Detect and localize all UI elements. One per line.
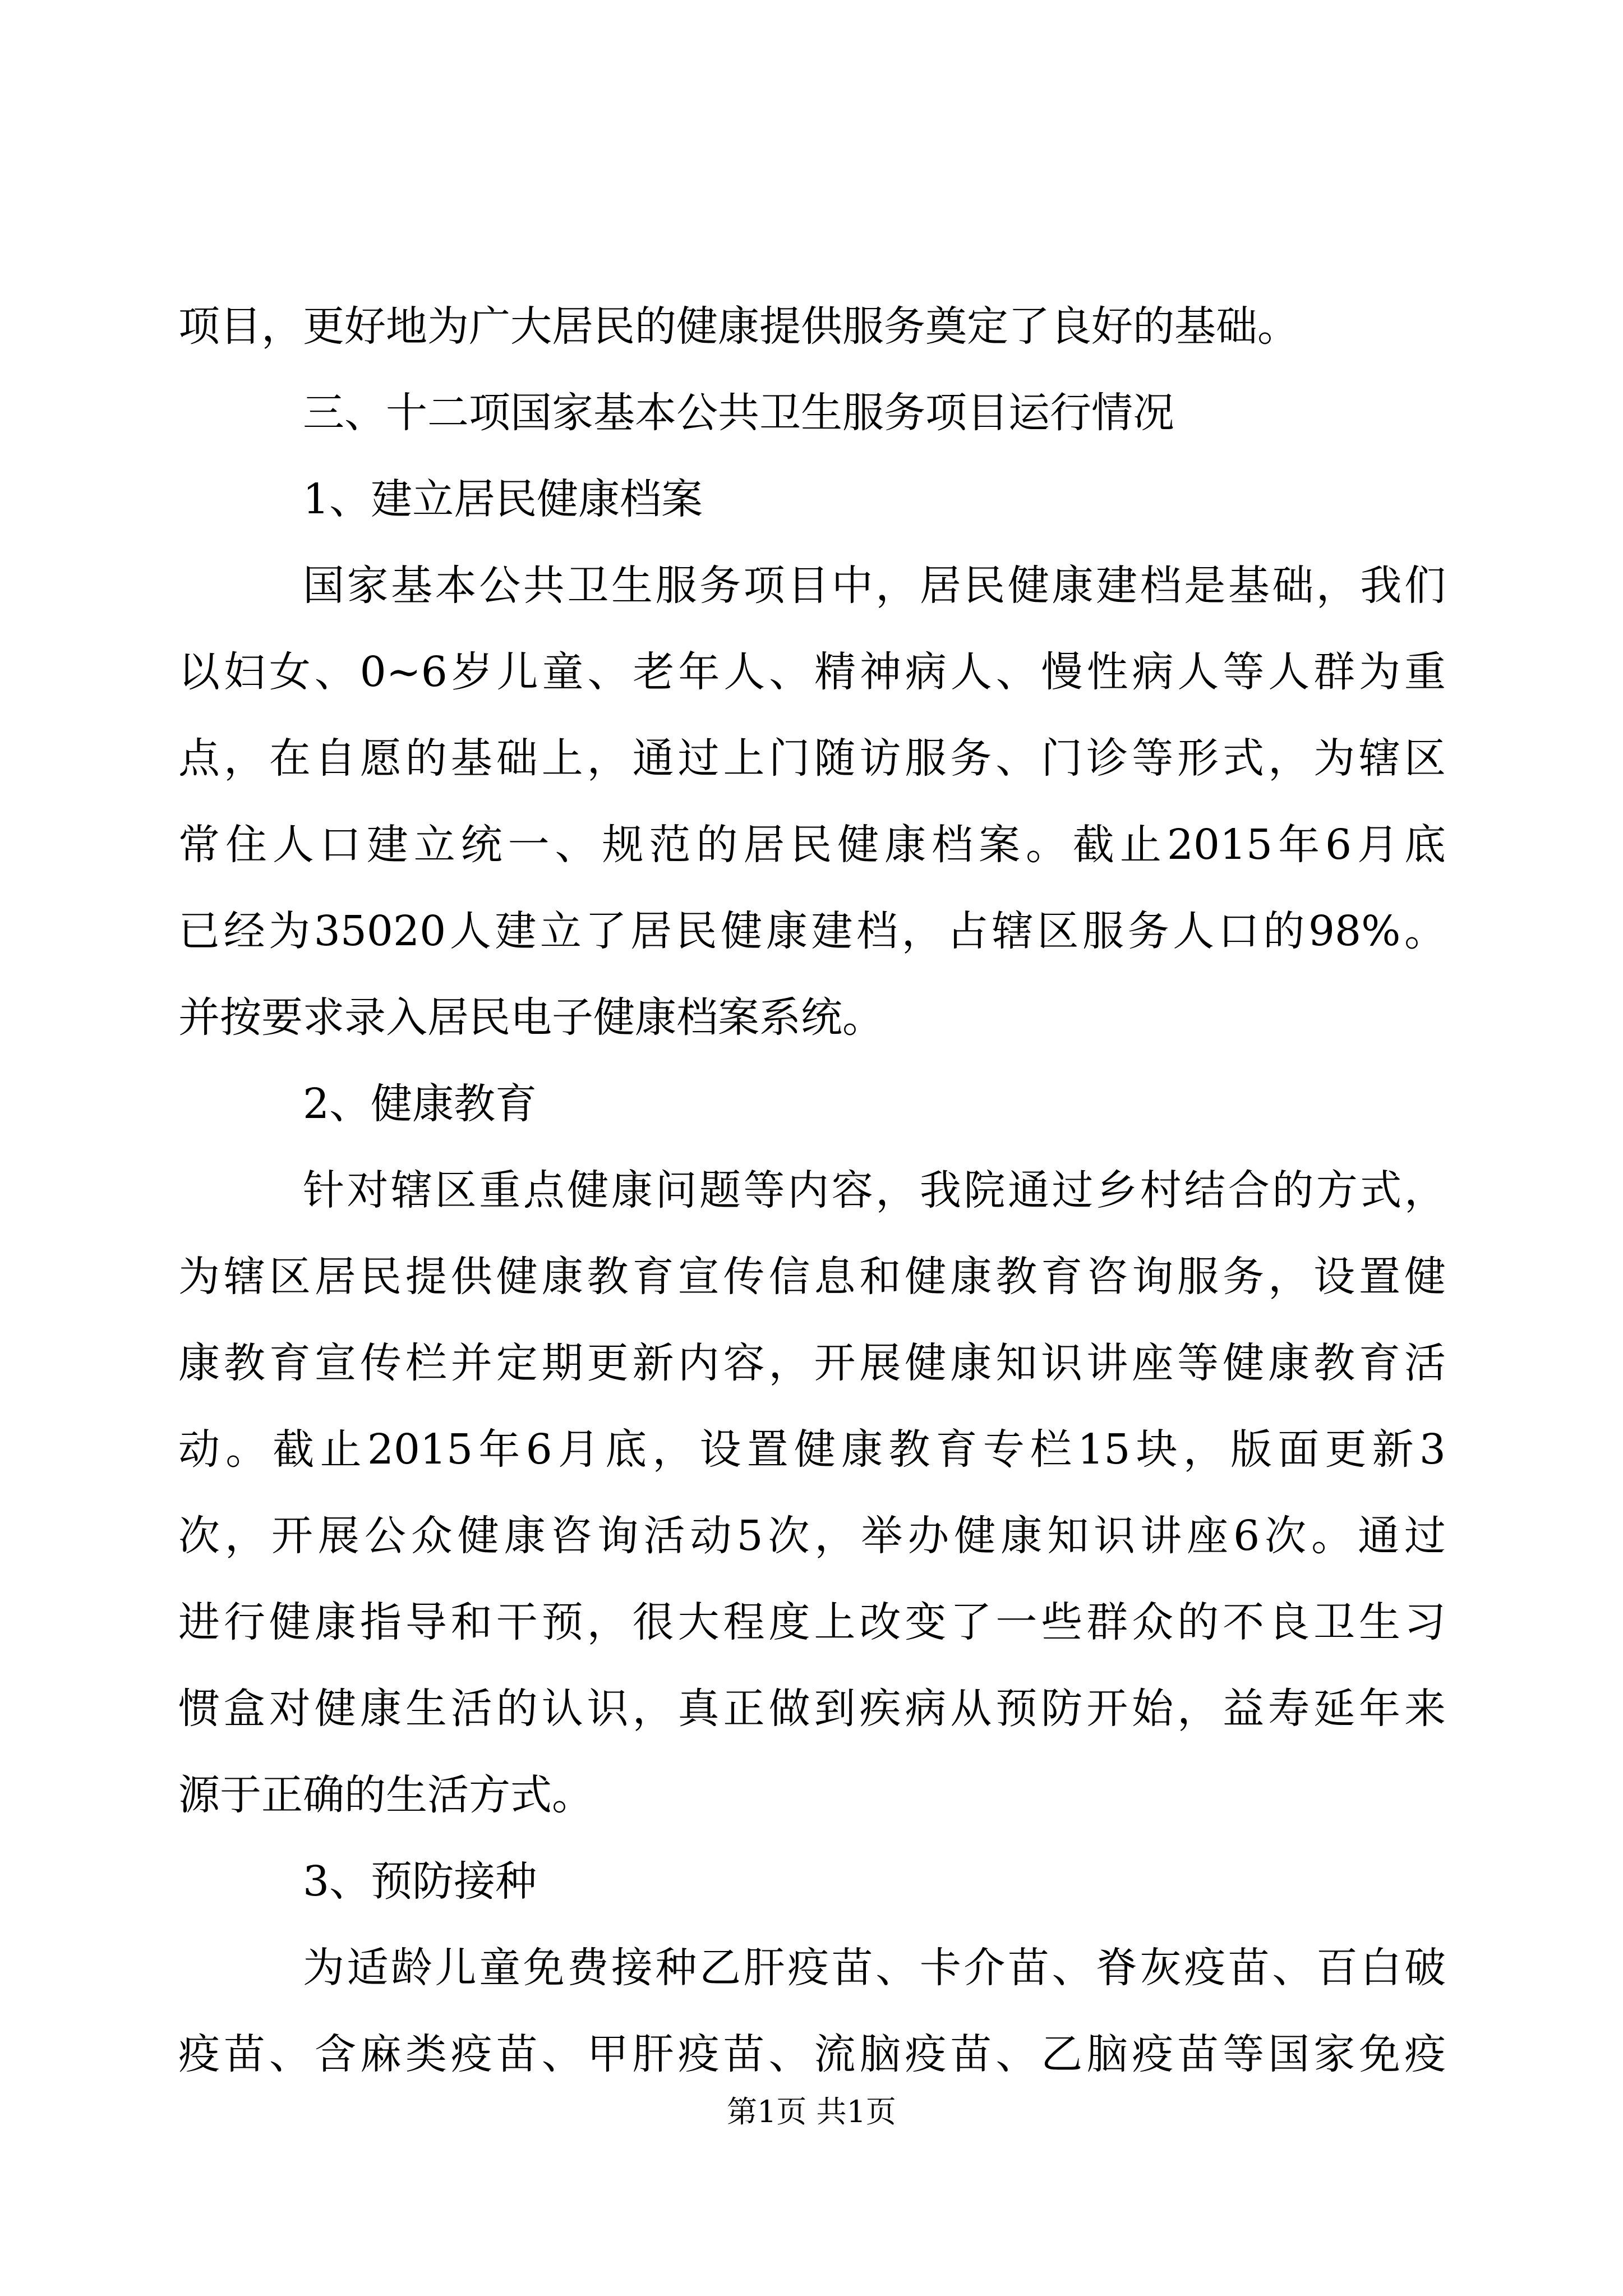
- text-line: 并按要求录入居民电子健康档案系统。: [178, 993, 884, 1042]
- text-line: 动。截止2015年6月底，设置健康教育专栏15块，版面更新3: [178, 1425, 1446, 1474]
- text-line: 疫苗、含麻类疫苗、甲肝疫苗、流脑疫苗、乙脑疫苗等国家免疫: [178, 2030, 1446, 2078]
- text-line: 常住人口建立统一、规范的居民健康档案。截止2015年6月底: [178, 821, 1446, 869]
- page-footer: 第1页 共1页: [727, 2094, 896, 2129]
- subsection-heading: 1、建立居民健康档案: [303, 475, 703, 523]
- text-line: 康教育宣传栏并定期更新内容，开展健康知识讲座等健康教育活: [178, 1339, 1446, 1387]
- text-line: 以妇女、0~6岁儿童、老年人、精神病人、慢性病人等人群为重: [178, 648, 1446, 696]
- text-line: 为适龄儿童免费接种乙肝疫苗、卡介苗、脊灰疫苗、百白破: [303, 1944, 1446, 1992]
- text-line: 点，在自愿的基础上，通过上门随访服务、门诊等形式，为辖区: [178, 734, 1446, 783]
- text-line: 次，开展公众健康咨询活动5次，举办健康知识讲座6次。通过: [178, 1512, 1446, 1560]
- section-heading: 三、十二项国家基本公共卫生服务项目运行情况: [303, 389, 1174, 437]
- subsection-heading: 3、预防接种: [303, 1857, 537, 1906]
- text-line: 项目，更好地为广大居民的健康提供服务奠定了良好的基础。: [178, 302, 1299, 351]
- text-line: 已经为35020人建立了居民健康建档，占辖区服务人口的98%。: [178, 907, 1446, 955]
- text-line: 国家基本公共卫生服务项目中，居民健康建档是基础，我们: [303, 562, 1446, 610]
- text-line: 源于正确的生活方式。: [178, 1771, 593, 1819]
- text-line: 进行健康指导和干预，很大程度上改变了一些群众的不良卫生习: [178, 1598, 1446, 1646]
- text-line: 惯盒对健康生活的认识，真正做到疾病从预防开始，益寿延年来: [178, 1685, 1446, 1733]
- text-line: 为辖区居民提供健康教育宣传信息和健康教育咨询服务，设置健: [178, 1253, 1446, 1301]
- subsection-heading: 2、健康教育: [303, 1080, 537, 1128]
- text-line: 针对辖区重点健康问题等内容，我院通过乡村结合的方式，: [303, 1166, 1446, 1214]
